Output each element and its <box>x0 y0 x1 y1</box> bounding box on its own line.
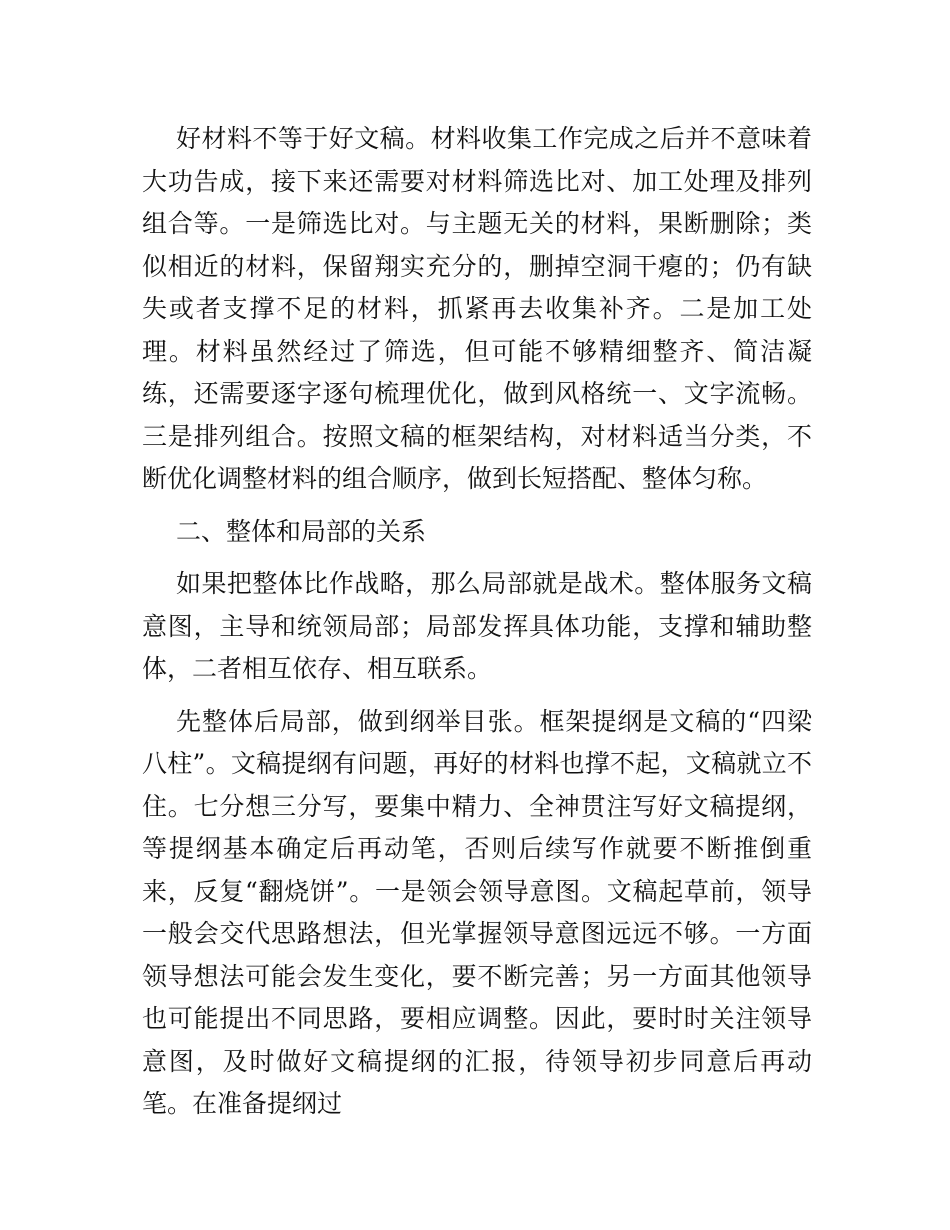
paragraph-whole-and-part: 如果把整体比作战略，那么局部就是战术。整体服务文稿意图，主导和统领局部；局部发挥具体功能，支撑和辅助整体，二者相互依存、相互联系。 <box>142 569 812 683</box>
paragraph-outline-first: 先整体后局部，做到纲举目张。框架提纲是文稿的“四梁八柱”。文稿提纲有问题，再好的材料也撑不起，文稿就立不住。七分想三分写，要集中精力、全神贯注写好文稿提纲，等提纲基本确定后再动笔，否则后续写作就要不断推倒重来，反复“翻烧饼”。一是领会领导意图。文稿起草前，领导一般会交代思路想法，但光掌握领导意图远远不够。一方面领导想法可能会发生变化，要不断完善；另一方面其他领导也可能提出不同思路，要相应调整。因此，要时时关注领导意图，及时做好文稿提纲的汇报，待领导初步同意后再动笔。在准备提纲过 <box>142 706 812 1118</box>
paragraph-material-processing: 好材料不等于好文稿。材料收集工作完成之后并不意味着大功告成，接下来还需要对材料筛选比对、加工处理及排列组合等。一是筛选比对。与主题无关的材料，果断删除；类似相近的材料，保留翔实充分的，删掉空洞干瘪的；仍有缺失或者支撑不足的材料，抓紧再去收集补齐。二是加工处理。材料虽然经过了筛选，但可能不够精细整齐、简洁凝练，还需要逐字逐句梳理优化，做到风格统一、文字流畅。三是排列组合。按照文稿的框架结构，对材料适当分类，不断优化调整材料的组合顺序，做到长短搭配、整体匀称。 <box>142 124 812 493</box>
document-body <box>142 118 812 1126</box>
section-heading: 二、整体和局部的关系 <box>176 516 427 546</box>
